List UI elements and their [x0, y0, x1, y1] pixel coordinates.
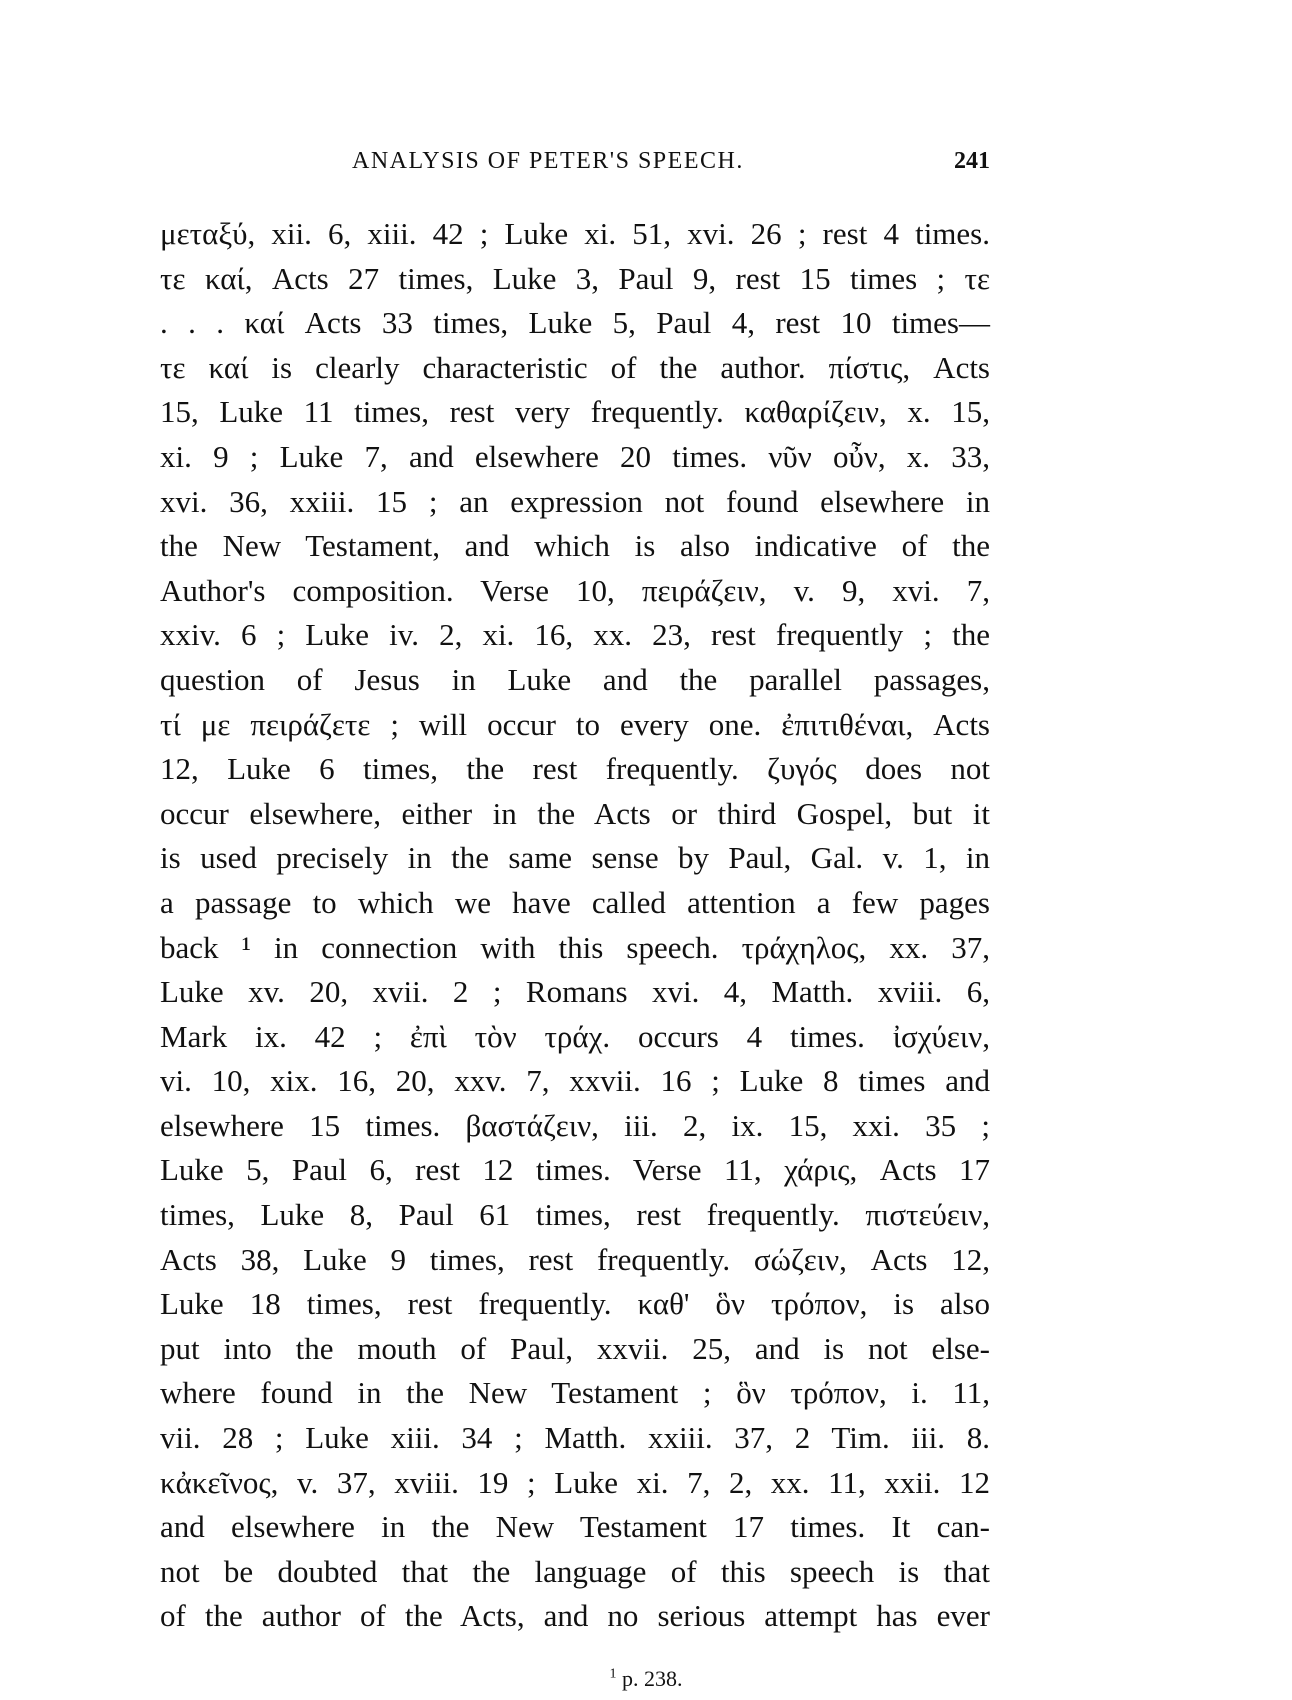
body-text: [160, 212, 990, 1639]
running-title: ANALYSIS OF PETER'S SPEECH.: [352, 148, 744, 174]
text-line: Luke 5, Paul 6, rest 12 times. Verse 11, χάρις, Acts 17: [160, 1152, 990, 1188]
text-line: vii. 28 ; Luke xiii. 34 ; Matth. xxiii. 37, 2 Tim. iii. 8.: [160, 1420, 990, 1456]
text-line: of the author of the Acts, and no serious attempt has ever: [160, 1598, 990, 1634]
text-line: Author's composition. Verse 10, πειράζειν, v. 9, xvi. 7,: [160, 572, 990, 608]
text-line: vi. 10, xix. 16, 20, xxv. 7, xxvii. 16 ; Luke 8 times and: [160, 1063, 990, 1099]
footnote-marker: 1: [609, 1666, 617, 1682]
text-line: times, Luke 8, Paul 61 times, rest frequently. πιστεύειν,: [160, 1197, 990, 1233]
text-line: Acts 38, Luke 9 times, rest frequently. σώζειν, Acts 12,: [160, 1241, 990, 1277]
text-line: . . . καί Acts 33 times, Luke 5, Paul 4, rest 10 times—: [160, 305, 990, 341]
text-line: put into the mouth of Paul, xxvii. 25, and is not else-: [160, 1330, 990, 1366]
running-header: [160, 148, 990, 188]
text-line: xxiv. 6 ; Luke iv. 2, xi. 16, xx. 23, rest frequently ; the: [160, 617, 990, 653]
text-line: τε καί is clearly characteristic of the author. πίστις, Acts: [160, 349, 990, 385]
text-line: not be doubted that the language of this speech is that: [160, 1553, 990, 1589]
text-line: a passage to which we have called attention a few pages: [160, 884, 990, 920]
text-line: Luke xv. 20, xvii. 2 ; Romans xvi. 4, Matth. xviii. 6,: [160, 974, 990, 1010]
text-line: κἀκεῖνος, v. 37, xviii. 19 ; Luke xi. 7, 2, xx. 11, xxii. 12: [160, 1464, 990, 1500]
text-line: is used precisely in the same sense by Paul, Gal. v. 1, in: [160, 840, 990, 876]
text-line: where found in the New Testament ; ὃν τρόπον, i. 11,: [160, 1375, 990, 1411]
text-line: 15, Luke 11 times, rest very frequently. καθαρίζειν, x. 15,: [160, 394, 990, 430]
text-line: μεταξύ, xii. 6, xiii. 42 ; Luke xi. 51, xvi. 26 ; rest 4 times.: [160, 216, 990, 251]
text-line: τί με πειράζετε ; will occur to every one. ἐπιτιθέναι, Acts: [160, 706, 990, 742]
text-line: τε καί, Acts 27 times, Luke 3, Paul 9, rest 15 times ; τε: [160, 260, 990, 296]
text-line: Luke 18 times, rest frequently. καθ' ὃν τρόπον, is also: [160, 1286, 990, 1322]
text-line: Mark ix. 42 ; ἐπὶ τὸν τράχ. occurs 4 times. ἰσχύειν,: [160, 1018, 990, 1054]
text-line: question of Jesus in Luke and the parallel passages,: [160, 661, 990, 697]
text-line: xi. 9 ; Luke 7, and elsewhere 20 times. νῦν οὖν, x. 33,: [160, 438, 990, 474]
text-line: xvi. 36, xxiii. 15 ; an expression not found elsewhere in: [160, 483, 990, 519]
text-line: 12, Luke 6 times, the rest frequently. ζυγός does not: [160, 751, 990, 787]
footnote-text: p. 238.: [622, 1666, 683, 1691]
text-line: back ¹ in connection with this speech. τράχηλος, xx. 37,: [160, 929, 990, 965]
text-line: the New Testament, and which is also indicative of the: [160, 528, 990, 564]
text-line: and elsewhere in the New Testament 17 times. It can-: [160, 1509, 990, 1545]
page-number: 241: [954, 148, 990, 174]
text-line: elsewhere 15 times. βαστάζειν, iii. 2, ix. 15, xxi. 35 ;: [160, 1107, 990, 1143]
footnote: [0, 1666, 1292, 1692]
text-line: occur elsewhere, either in the Acts or third Gospel, but it: [160, 795, 990, 831]
